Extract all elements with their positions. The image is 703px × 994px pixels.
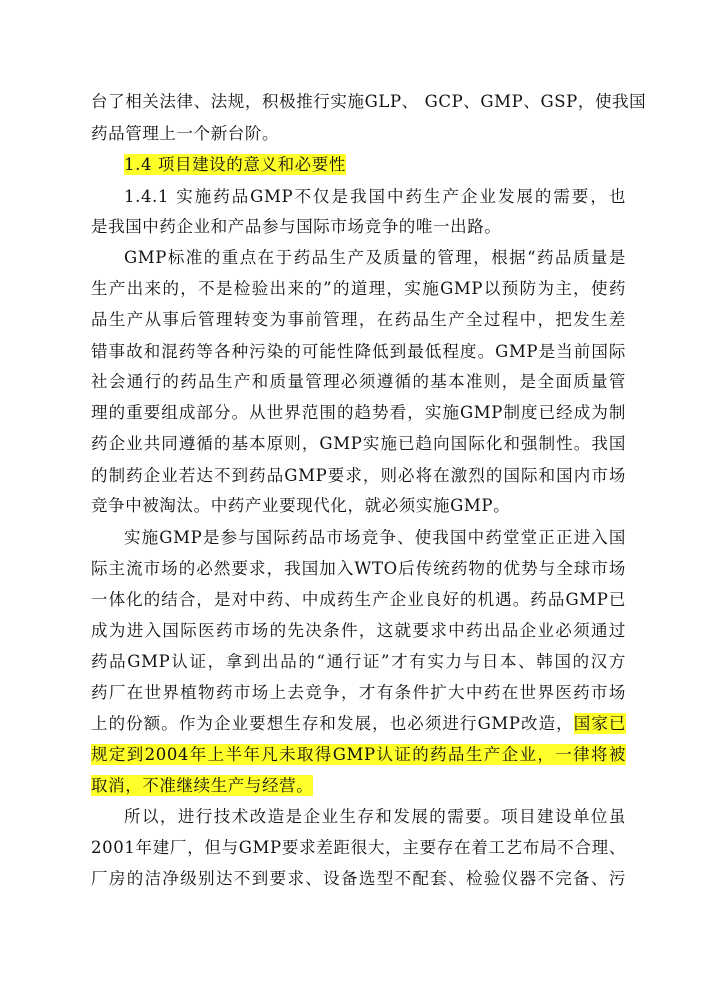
paragraph-2-line-7: [91, 710, 626, 738]
paragraph-2-line-9-highlight: 取消，不准继续生产与经营。: [91, 776, 314, 795]
paragraph-1-line-3: 品生产从事后管理转变为事前管理，在药品生产全过程中，把发生差: [91, 310, 626, 329]
subsection-line-2: 是我国中药企业和产品参与国际市场竞争的唯一出路。: [91, 217, 502, 236]
paragraph-1-line-7: 药企业共同遵循的基本原则，GMP实施已趋向国际化和强制性。我国: [91, 434, 626, 453]
paragraph-2-line-5: 药品GMP认证，拿到出品的“通行证”才有实力与日本、韩国的汉方: [91, 652, 626, 671]
paragraph-1-line-9: 竞争中被淘汰。中药产业要现代化，就必须实施GMP。: [91, 496, 511, 515]
paragraph-2-line-7-plain: 上的份额。作为企业要想生存和发展，也必须进行GMP改造，: [91, 714, 574, 733]
paragraph-1-line-1: GMP标准的重点在于药品生产及质量的管理，根据“药品质量是: [124, 248, 626, 267]
paragraph-1-line-4: 错事故和混药等各种污染的可能性降低到最低程度。GMP是当前国际: [91, 342, 626, 361]
subsection-line-1: 1.4.1 实施药品GMP不仅是我国中药生产企业发展的需要，也: [124, 187, 626, 206]
paragraph-2-line-6: 药厂在世界植物药市场上去竞争，才有条件扩大中药在世界医药市场: [91, 683, 626, 702]
paragraph-2-line-2: 际主流市场的必然要求，我国加入WTO后传统药物的优势与全球市场: [91, 559, 626, 578]
paragraph-3-line-3: 厂房的洁净级别达不到要求、设备选型不配套、检验仪器不完备、污: [91, 869, 626, 888]
section-heading: [124, 151, 372, 179]
paragraph-2-line-4: 成为进入国际医药市场的先决条件，这就要求中药出品企业必须通过: [91, 621, 626, 640]
paragraph-2-line-3: 一体化的结合，是对中药、中成药生产企业良好的机遇。药品GMP已: [91, 590, 626, 609]
paragraph-2-line-8-highlight: 规定到2004年上半年凡未取得GMP认证的药品生产企业，一律将被: [91, 745, 626, 764]
paragraph-2-line-7-highlight: 国家已: [573, 714, 626, 733]
body-line-1: 台了相关法律、法规，积极推行实施GLP、 GCP、GMP、GSP，使我国: [91, 92, 647, 111]
paragraph-2-line-1: 实施GMP是参与国际药品市场竞争、使我国中药堂堂正正进入国: [124, 528, 626, 547]
paragraph-1-line-2: 生产出来的，不是检验出来的”的道理，实施GMP以预防为主，使药: [91, 279, 626, 298]
paragraph-1-line-6: 理的重要组成部分。从世界范围的趋势看，实施GMP制度已经成为制: [91, 403, 626, 422]
section-heading-highlight: 1.4 项目建设的意义和必要性: [124, 155, 346, 174]
body-line-2: 药品管理上一个新台阶。: [91, 124, 280, 143]
paragraph-1-line-8: 的制药企业若达不到药品GMP要求，则必将在激烈的国际和国内市场: [91, 466, 626, 485]
paragraph-1-line-5: 社会通行的药品生产和质量管理必须遵循的基本准则，是全面质量管: [91, 372, 626, 391]
paragraph-2-line-9: [91, 772, 626, 800]
paragraph-3-line-1: 所以，进行技术改造是企业生存和发展的需要。项目建设单位虽: [124, 807, 626, 826]
paragraph-3-line-2: 2001年建厂，但与GMP要求差距很大，主要存在着工艺布局不合理、: [91, 838, 626, 857]
paragraph-2-line-8: [91, 741, 626, 769]
